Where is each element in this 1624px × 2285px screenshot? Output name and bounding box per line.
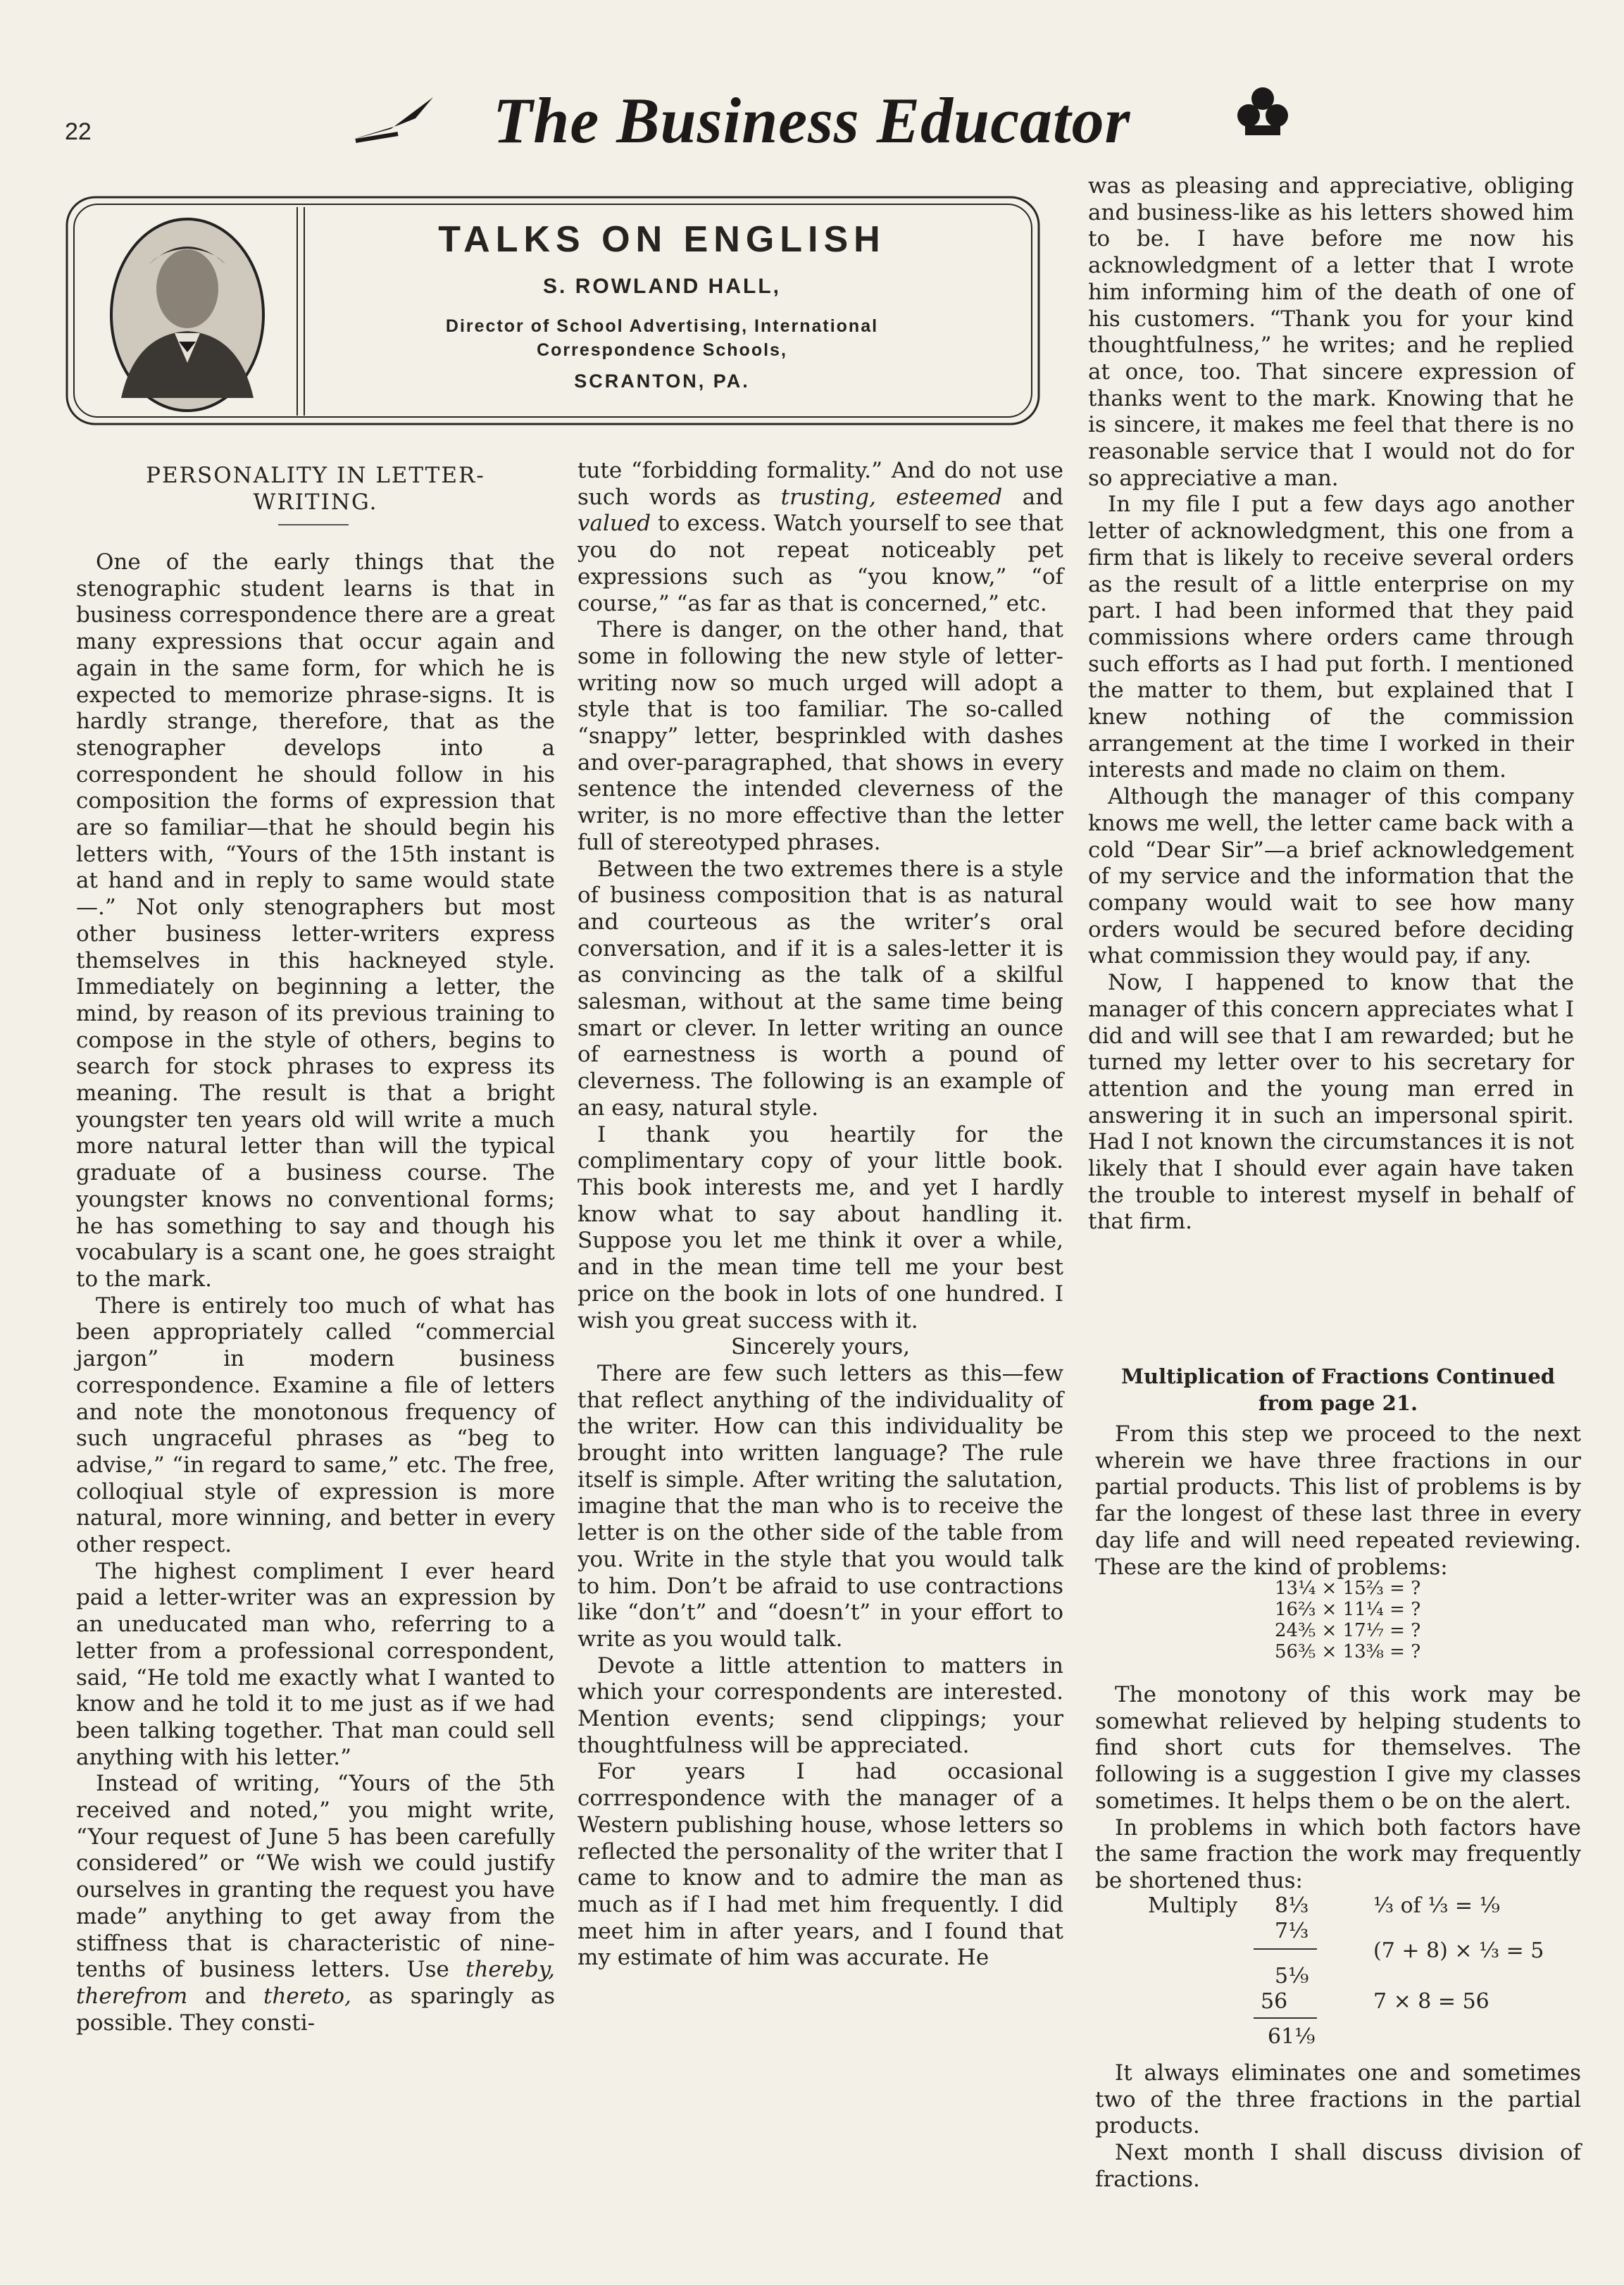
paragraph: tute “forbidding formality.” And do not use such words as trusting, esteemed and valued to excess. Watch yourself to see that you do not repeat noticeably pet expressions such as “you know,” “of course,” “as far as that is concerned,” etc. [577,458,1064,616]
problem: 24⅗ × 17⅐ = ? [1275,1620,1421,1641]
author-location: SCRANTON, PA. [574,371,750,392]
problem-list [1275,1578,1420,1662]
problem: 13¼ × 15⅔ = ? [1275,1578,1421,1599]
masthead: The Business Educator [493,85,1131,156]
paragraph: There is danger, on the other hand, that some in following the new style of letter-writing now so much urged will adopt a style that is too familiar. The so-called “snappy” letter, besprinkled with dashes and over-paragraphed, that shows in every sentence the intended cleverness of the writer, is no more effective than the letter full of stereotyped phrases. [577,617,1063,855]
paragraph: The highest compliment I ever heard paid a letter-writer was an expression by an uneducated man who, referring to a letter from a professional correspondent, said, “He told me exactly what I wanted to know and he told it to me just as if we had been talking together. That man could sell anything with his letter.” [76,1558,555,1770]
article-title: PERSONALITY IN LETTER- WRITING. [146,463,485,515]
title-rule [278,524,349,525]
problem: 16⅔ × 11¼ = ? [1275,1599,1421,1620]
ornament-icon [1231,79,1294,142]
page-number: 22 [65,118,92,145]
multiplication-closing: It always eliminates one and sometimes two of the three fractions in the partial products. Next month I shall discuss division of fractions. [1095,2060,1581,2192]
article-column-3 [1088,173,1574,1235]
multiplication-body: The monotony of this work may be somewhat relieved by helping students to find short cuts for themselves. The following is a suggestion I give my classes sometimes. It helps them o be on the alert. In problems in which both factors have the same fraction the work may frequently be shortened thus: [1095,1682,1581,1893]
paragraph: Although the manager of this company knows me well, the letter came back with a cold “Dear Sir”—a brief acknowledgement of my service and the information that the company would wait to see how many orders would be secured before deciding what commission they would pay, if any. [1088,784,1574,969]
paragraph: Instead of writing, “Yours of the 5th received and noted,” you might write, “Your request of June 5 has been carefully considered” or “We wish we could justify ourselves in granting the request you have made” anything to get away from the stiffness that is characteristic of nine-tenths of business letters. Use thereby, therefrom and thereto, as sparingly as possible. They consti- [76,1771,556,2036]
author-portrait [107,215,268,416]
paragraph: For years I had occasional corrrespondence with the manager of a Western publishing house, whose letters so reflected the personality of the writer that I came to know and to admire the man as much as if I had met him frequently. I did meet him in after years, and I found that my estimate of him was accurate. He [577,1759,1063,1971]
problem: 56⅗ × 13⅜ = ? [1275,1641,1421,1662]
multiplication-title: Multiplication of Fractions Continued from page 21. [1120,1364,1556,1415]
paragraph: Devote a little attention to matters in which your correspondents are interested. Mention events; send clippings; your thoughtfulness will be appreciated. [577,1652,1063,1758]
article-column-1 [76,549,555,2036]
paragraph: In my file I put a few days ago another letter of acknowledgment, this one from a firm that is likely to receive several orders as the result of a little enterprise on my part. I had been informed that they paid commissions where orders came through such efforts as I had put forth. I mentioned the matter to them, but explained that I knew nothing of the commission arrangement at the time I worked in their interests and made no claim on them. [1088,492,1574,783]
multiplication-intro: From this step we proceed to the next wherein we have three fractions in our partial products. This list of problems is by far the longest of these last three in every day life and will need repeated reviewing. These are the kind of problems: [1095,1421,1581,1580]
article-column-2 [577,458,1063,1972]
paragraph: One of the early things that the stenographic student learns is that in business correspondence there are a great many expressions that occur again and again in the same form, for which he is expected to memorize phrase-signs. It is hardly strange, therefore, that as the stenographer develops into a correspondent he should follow in his composition the forms of expression that are so familiar—that he should begin his letters with, “Yours of the 15th instant is at hand and in reply to same would state—.” Not only stenographers but most other business letter-writers express themselves in this hackneyed style. Immediately on beginning a letter, the mind, by reason of its previous training to compose in the style of others, begins to search for stock phrases to express its meaning. The result is that a bright youngster ten years old will write a much more natural letter than will the typical graduate of a business course. The youngster knows no conventional forms; he has something to say and though his vocabulary is a scant one, he goes straight to the mark. [76,549,555,1292]
paragraph: Between the two extremes there is a style of business composition that is as natural and courteous as the writer’s oral conversation, and if it is a sales-letter it is as convincing as the talk of a skilful salesman, without at the same time being smart or clever. In letter writing an ounce of earnestness is worth a pound of cleverness. The following is an example of an easy, natural style. [577,856,1063,1121]
column-title: TALKS ON ENGLISH [438,219,886,260]
quill-icon [349,90,440,147]
worked-example: Multiply 8⅓ ⅓ of ⅓ = ⅑ 7⅓ (7 + 8) × ⅓ = 5 5⅑ 56 7 × 8 = 56 61⅑ [1148,1893,1544,2049]
paragraph: There are few such letters as this—few that reflect anything of the individuality of the writer. How can this individuality be brought into written language? The rule itself is simple. After writing the salutation, imagine that the man who is to receive the letter is on the other side of the table from you. Write in the style that you would talk to him. Don’t be afraid to use contractions like “don’t” and “doesn’t” in your effort to write as you would talk. [577,1360,1063,1652]
sample-letter-signature: Sincerely yours, [731,1334,910,1360]
sample-letter: I thank you heartily for the complimentary copy of your little book. This book interests me, and yet I hardly know what to say about handling it. Suppose you let me think it over a while, and in the mean time tell me your best price on the book in lots of one hundred. I wish you great success with it. [577,1121,1063,1333]
paragraph: There is entirely too much of what has been appropriately called “commercial jargon” in modern business correspondence. Examine a file of letters and note the monotonous frequency of such ungraceful phrases as “beg to advise,” “in regard to same,” etc. The free, colloqiual style of expression is more natural, more winning, and better in every other respect. [76,1293,555,1558]
paragraph: Now, I happened to know that the manager of this concern appreciates what I did and will see that I am rewarded; but he turned my letter over to his secretary for attention and the young man erred in answering it in such an impersonal spirit. Had I not known the circumstances it is not likely that I should ever again have taken the trouble to interest myself in behalf of that firm. [1088,970,1574,1235]
author-affiliation: Director of School Advertising, International Correspondence Schools, [445,316,879,360]
paragraph: was as pleasing and appreciative, obliging and business-like as his letters showed him to be. I have before me now his acknowledgment of a letter that I wrote him informing him of the death of one of his customers. “Thank you for your kind thoughtfulness,” he writes; and he replied at once, too. That sincere expression of thanks went to the mark. Knowing that he is sincere, it makes me feel that there is no reasonable service that I would not do for so appreciative a man. [1088,173,1574,491]
author-name: S. ROWLAND HALL, [543,275,781,298]
